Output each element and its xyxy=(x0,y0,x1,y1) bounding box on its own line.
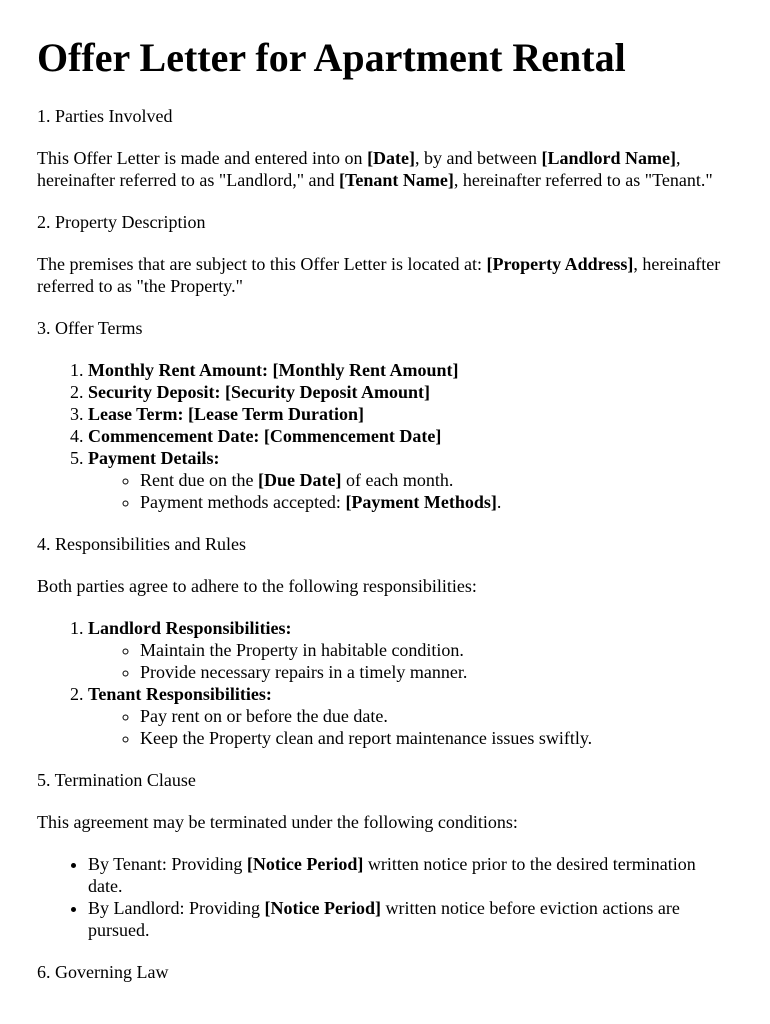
placeholder-property-address: [Property Address] xyxy=(486,254,634,274)
placeholder-notice-period: [Notice Period] xyxy=(264,898,381,918)
document-title: Offer Letter for Apartment Rental xyxy=(37,35,626,80)
termination-landlord-text: written notice before eviction actions are pursued. xyxy=(88,898,680,940)
list-item: ◦ Pay rent on or before the due date. xyxy=(140,705,733,727)
section-heading-offer-terms: 3. Offer Terms xyxy=(37,318,143,338)
section-heading-governing-law: 6. Governing Law xyxy=(37,962,169,982)
list-item xyxy=(88,853,733,897)
list-item xyxy=(88,447,733,513)
rent-due-text: Rent due on the xyxy=(140,470,258,490)
termination-tenant-text: written notice prior to the desired termination date. xyxy=(88,854,696,896)
offer-terms-list xyxy=(37,359,733,513)
list-item xyxy=(88,617,733,683)
list-item: ◦ Provide necessary repairs in a timely manner. xyxy=(140,661,733,683)
term-lease-term: Lease Term: [Lease Term Duration] xyxy=(88,404,364,424)
property-text: , hereinafter referred to as "the Property." xyxy=(37,254,721,296)
section-heading-responsibilities: 4. Responsibilities and Rules xyxy=(37,534,246,554)
termination-tenant-text: By Tenant: Providing xyxy=(88,854,247,874)
payment-methods-text: Payment methods accepted: xyxy=(140,492,346,512)
termination-intro: This agreement may be terminated under the following conditions: xyxy=(37,812,518,832)
parties-text: , by and between xyxy=(415,148,542,168)
termination-conditions-list xyxy=(37,853,733,941)
payment-methods-text: . xyxy=(496,492,502,512)
placeholder-landlord-name: [Landlord Name] xyxy=(541,148,677,168)
placeholder-tenant-name: [Tenant Name] xyxy=(339,170,454,190)
rent-due-text: of each month. xyxy=(341,470,454,490)
parties-text: This Offer Letter is made and entered into on xyxy=(37,148,368,168)
property-text: The premises that are subject to this Offer Letter is located at: xyxy=(37,254,487,274)
placeholder-date: [Date] xyxy=(367,148,416,168)
section-heading-parties: 1. Parties Involved xyxy=(37,106,173,126)
parties-text: , hereinafter referred to as "Landlord," and xyxy=(37,148,681,190)
section-heading-termination: 5. Termination Clause xyxy=(37,770,196,790)
term-monthly-rent: Monthly Rent Amount: [Monthly Rent Amount] xyxy=(88,360,459,380)
parties-text: , hereinafter referred to as "Tenant." xyxy=(453,170,713,190)
placeholder-due-date: [Due Date] xyxy=(257,470,342,490)
parties-paragraph xyxy=(37,147,733,191)
list-item: ◦ Maintain the Property in habitable condition. xyxy=(140,639,733,661)
list-item xyxy=(140,491,733,513)
placeholder-payment-methods: [Payment Methods] xyxy=(345,492,497,512)
term-payment-details: Payment Details: xyxy=(88,448,220,468)
responsibilities-intro: Both parties agree to adhere to the following responsibilities: xyxy=(37,576,477,596)
payment-details-list xyxy=(88,469,733,513)
list-item xyxy=(88,683,733,749)
list-item xyxy=(88,425,733,447)
list-item xyxy=(88,359,733,381)
responsibilities-list xyxy=(37,617,733,749)
tenant-responsibilities-title: Tenant Responsibilities: xyxy=(88,684,272,704)
landlord-responsibilities-list xyxy=(88,639,733,683)
list-item: ◦ Keep the Property clean and report maintenance issues swiftly. xyxy=(140,727,733,749)
placeholder-notice-period: [Notice Period] xyxy=(246,854,364,874)
term-commencement-date: Commencement Date: [Commencement Date] xyxy=(88,426,442,446)
tenant-responsibilities-list xyxy=(88,705,733,749)
landlord-responsibilities-title: Landlord Responsibilities: xyxy=(88,618,292,638)
list-item xyxy=(88,381,733,403)
section-heading-property: 2. Property Description xyxy=(37,212,206,232)
list-item xyxy=(88,403,733,425)
list-item xyxy=(88,897,733,941)
property-paragraph xyxy=(37,253,733,297)
term-security-deposit: Security Deposit: [Security Deposit Amount] xyxy=(88,382,430,402)
termination-landlord-text: By Landlord: Providing xyxy=(88,898,265,918)
list-item xyxy=(140,469,733,491)
